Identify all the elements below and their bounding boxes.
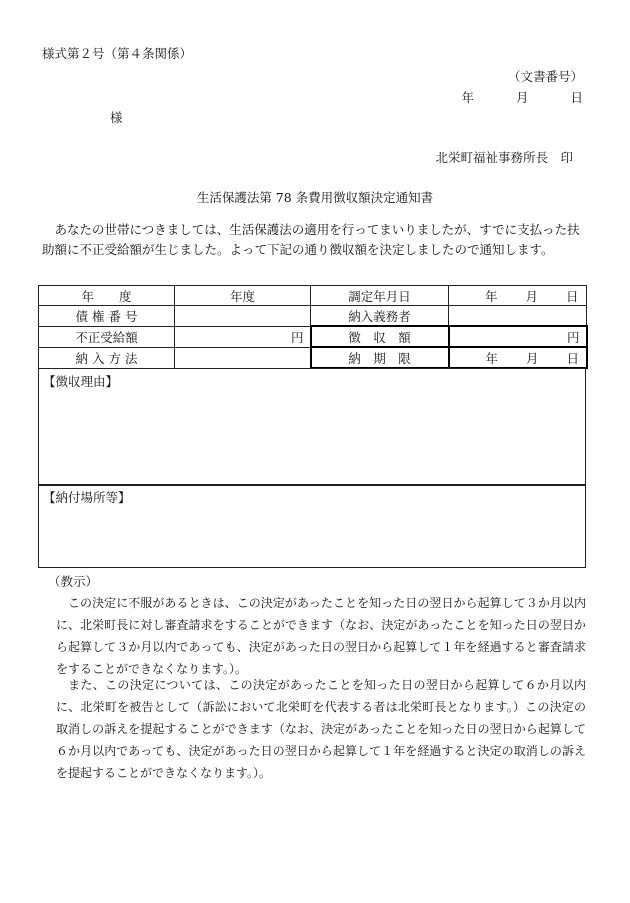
issue-date xyxy=(462,88,583,106)
collection-amount-value[interactable]: 円 xyxy=(449,326,587,347)
assessment-date-value[interactable] xyxy=(449,286,587,306)
payment-place-box[interactable] xyxy=(38,484,586,568)
intro-paragraph: あなたの世帯につきましては、生活保護法の適用を行ってまいりましたが、すでに支払った扶助額に不正受給額が生じました。よって下記の通り徴収額を決定しましたので通知します。 xyxy=(42,222,580,257)
document-title: 生活保護法第 78 条費用徴収額決定通知書 xyxy=(196,190,434,205)
addressee: 様 xyxy=(110,110,123,125)
table-row xyxy=(39,326,587,347)
improper-amount-value[interactable]: 円 xyxy=(175,326,311,347)
payer-label: 納入義務者 xyxy=(311,306,449,327)
payment-method-value[interactable] xyxy=(175,347,311,368)
issuer-seal: 北栄町福祉事務所長 印 xyxy=(435,150,573,165)
claim-number-label: 債 権 番 号 xyxy=(39,306,175,327)
due-day: 日 xyxy=(566,350,580,366)
instruction-paragraph-1: この決定に不服があるときは、この決定があったことを知った日の翌日から起算して３か月以内に、北栄町長に対し審査請求をすることができます（なお、決定があったことを知った日の翌日から起算して３か月以内であっても、決定があった日の翌日から起算して１年を経過すると審査請求をすることができなくなります。）。 xyxy=(56,596,586,676)
due-date-value[interactable] xyxy=(449,347,587,368)
detail-table xyxy=(38,285,588,369)
due-month: 月 xyxy=(526,350,539,366)
date-month: 月 xyxy=(516,90,529,105)
table-row xyxy=(39,286,587,306)
collection-amount-label: 徴 収 額 xyxy=(311,326,449,347)
due-year: 年 xyxy=(485,350,499,366)
instruction-label: （教示） xyxy=(48,574,99,589)
table-row xyxy=(39,306,587,327)
payment-place-label: 【納付場所等】 xyxy=(43,490,131,505)
claim-number-value[interactable] xyxy=(175,306,311,327)
fiscal-year-label: 年 度 xyxy=(39,286,175,306)
date-year: 年 xyxy=(461,90,475,105)
fiscal-year-value[interactable]: 年度 xyxy=(175,286,311,306)
date-day: 日 xyxy=(570,90,583,105)
collection-reason-box[interactable] xyxy=(38,368,586,486)
payment-method-label: 納 入 方 法 xyxy=(39,347,175,368)
improper-amount-label: 不正受給額 xyxy=(39,326,175,347)
table-row xyxy=(39,347,587,368)
due-date-label: 納 期 限 xyxy=(311,347,449,368)
form-number: 様式第２号（第４条関係） xyxy=(42,46,193,61)
payer-value[interactable] xyxy=(449,306,587,327)
assessment-date-label: 調定年月日 xyxy=(311,286,449,306)
assess-year: 年 xyxy=(485,288,498,304)
instruction-paragraph-2: また、この決定については、この決定があったことを知った日の翌日から起算して６か月以内に、北栄町を被告として（訴訟において北栄町を代表する者は北栄町長となります。）この決定の取消しの訴えを提起することができます（なお、決定があったことを知った日の翌日から起算して６か月以内であっても、決定があった日の翌日から起算して１年を経過すると決定の取消しの訴えを提起することができなくなります。）。 xyxy=(56,678,586,780)
assess-month: 月 xyxy=(525,288,539,304)
collection-reason-label: 【徴収理由】 xyxy=(43,374,119,389)
assess-day: 日 xyxy=(566,288,579,304)
document-number: （文書番号） xyxy=(507,69,583,84)
